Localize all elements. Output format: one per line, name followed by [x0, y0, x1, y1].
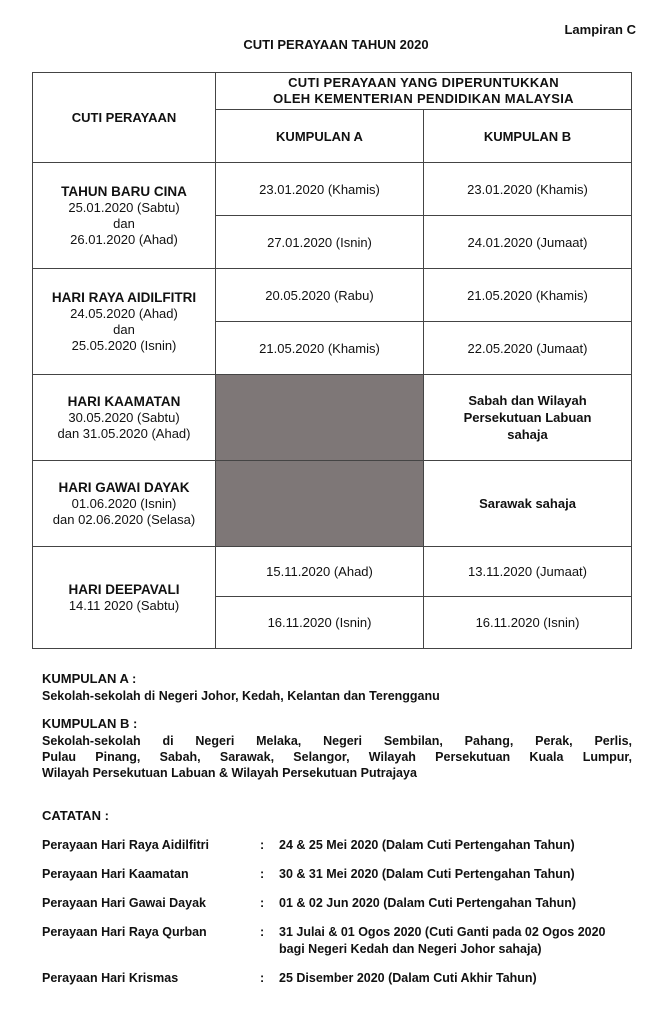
- holiday-date: 01.06.2020 (Isnin): [71, 495, 177, 511]
- holiday-name: HARI GAWAI DAYAK: [58, 479, 190, 495]
- header-group-b: KUMPULAN B: [424, 110, 632, 163]
- holiday-date: 14.11 2020 (Sabtu): [68, 597, 180, 613]
- holiday-cell: [33, 461, 216, 547]
- region-line: Sabah dan Wilayah: [468, 393, 587, 408]
- group-a-label: KUMPULAN A :: [42, 671, 137, 686]
- holiday-date: dan 02.06.2020 (Selasa): [52, 511, 196, 527]
- holiday-date: 24.05.2020 (Ahad): [70, 305, 178, 321]
- note-value: 24 & 25 Mei 2020 (Dalam Cuti Pertengahan Tahun): [279, 838, 575, 852]
- header-allocation: [216, 73, 632, 110]
- group-b-date: 24.01.2020 (Jumaat): [424, 216, 632, 269]
- annex-label: Lampiran C: [564, 22, 636, 37]
- note-label: Perayaan Hari Raya Aidilfitri: [42, 838, 209, 852]
- group-a-text: Sekolah-sekolah di Negeri Johor, Kedah, Kelantan dan Terengganu: [42, 689, 440, 703]
- table-row: [33, 461, 632, 547]
- holiday-date: 26.01.2020 (Ahad): [70, 231, 178, 247]
- holiday-table: [32, 72, 632, 649]
- region-line: sahaja: [507, 427, 548, 442]
- group-a-date: 27.01.2020 (Isnin): [216, 216, 424, 269]
- note-colon: :: [260, 838, 265, 852]
- not-applicable-cell: [216, 375, 424, 461]
- holiday-name: HARI DEEPAVALI: [68, 581, 180, 597]
- holiday-cell: [33, 163, 216, 269]
- group-a-date: 15.11.2020 (Ahad): [216, 547, 424, 597]
- header-group-a: KUMPULAN A: [216, 110, 424, 163]
- group-b-text-line: Pulau Pinang, Sabah, Sarawak, Selangor, Wilayah Persekutuan Kuala Lumpur,: [42, 750, 632, 764]
- note-colon: :: [260, 971, 265, 985]
- holiday-cell: [33, 547, 216, 649]
- region-line: Sarawak sahaja: [479, 496, 576, 511]
- holiday-date: 25.05.2020 (Isnin): [71, 337, 177, 353]
- note-colon: :: [260, 867, 265, 881]
- header-allocation-line1: CUTI PERAYAAN YANG DIPERUNTUKKAN: [288, 75, 559, 90]
- note-label: Perayaan Hari Raya Qurban: [42, 925, 207, 939]
- holiday-name: HARI KAAMATAN: [67, 393, 181, 409]
- group-b-date: 23.01.2020 (Khamis): [424, 163, 632, 216]
- group-a-description: [42, 671, 632, 704]
- group-b-date: 22.05.2020 (Jumaat): [424, 322, 632, 375]
- holiday-name: TAHUN BARU CINA: [61, 183, 187, 199]
- region-note: [424, 461, 632, 547]
- note-value: 01 & 02 Jun 2020 (Dalam Cuti Pertengahan Tahun): [279, 896, 577, 910]
- note-value: 25 Disember 2020 (Dalam Cuti Akhir Tahun): [279, 971, 537, 985]
- note-label: Perayaan Hari Gawai Dayak: [42, 896, 206, 910]
- holiday-date: 30.05.2020 (Sabtu): [68, 409, 180, 425]
- notes-title: CATATAN :: [42, 808, 109, 823]
- header-allocation-line2: OLEH KEMENTERIAN PENDIDIKAN MALAYSIA: [273, 91, 574, 106]
- note-colon: :: [260, 896, 265, 910]
- group-b-description: [42, 716, 632, 781]
- table-row: [33, 163, 632, 216]
- group-b-date: 16.11.2020 (Isnin): [424, 597, 632, 649]
- group-a-date: 20.05.2020 (Rabu): [216, 269, 424, 322]
- note-label: Perayaan Hari Krismas: [42, 971, 179, 985]
- not-applicable-cell: [216, 461, 424, 547]
- group-b-date: 21.05.2020 (Khamis): [424, 269, 632, 322]
- group-a-date: 23.01.2020 (Khamis): [216, 163, 424, 216]
- table-row: [33, 375, 632, 461]
- note-label: Perayaan Hari Kaamatan: [42, 867, 189, 881]
- note-colon: :: [260, 925, 265, 939]
- note-value: 30 & 31 Mei 2020 (Dalam Cuti Pertengahan Tahun): [279, 867, 575, 881]
- holiday-date: dan 31.05.2020 (Ahad): [57, 425, 191, 441]
- note-value: 31 Julai & 01 Ogos 2020 (Cuti Ganti pada 02 Ogos 2020 bagi Negeri Kedah dan Negeri Johor sahaja): [279, 925, 606, 956]
- table-row: [33, 269, 632, 322]
- holiday-name: HARI RAYA AIDILFITRI: [51, 289, 197, 305]
- group-b-date: 13.11.2020 (Jumaat): [424, 547, 632, 597]
- holiday-date: dan: [113, 321, 135, 337]
- group-b-label: KUMPULAN B :: [42, 716, 138, 731]
- header-holiday: CUTI PERAYAAN: [33, 73, 216, 163]
- group-a-date: 16.11.2020 (Isnin): [216, 597, 424, 649]
- table-row: [33, 547, 632, 597]
- holiday-cell: [33, 375, 216, 461]
- region-note: [424, 375, 632, 461]
- region-line: Persekutuan Labuan: [463, 410, 592, 425]
- holiday-date: 25.01.2020 (Sabtu): [68, 199, 180, 215]
- page-title: CUTI PERAYAAN TAHUN 2020: [243, 37, 429, 52]
- group-b-text-line: Sekolah-sekolah di Negeri Melaka, Negeri Sembilan, Pahang, Perak, Perlis,: [42, 734, 632, 748]
- holiday-cell: [33, 269, 216, 375]
- holiday-date: dan: [113, 215, 135, 231]
- group-b-text-line: Wilayah Persekutuan Labuan & Wilayah Persekutuan Putrajaya: [42, 766, 417, 780]
- group-a-date: 21.05.2020 (Khamis): [216, 322, 424, 375]
